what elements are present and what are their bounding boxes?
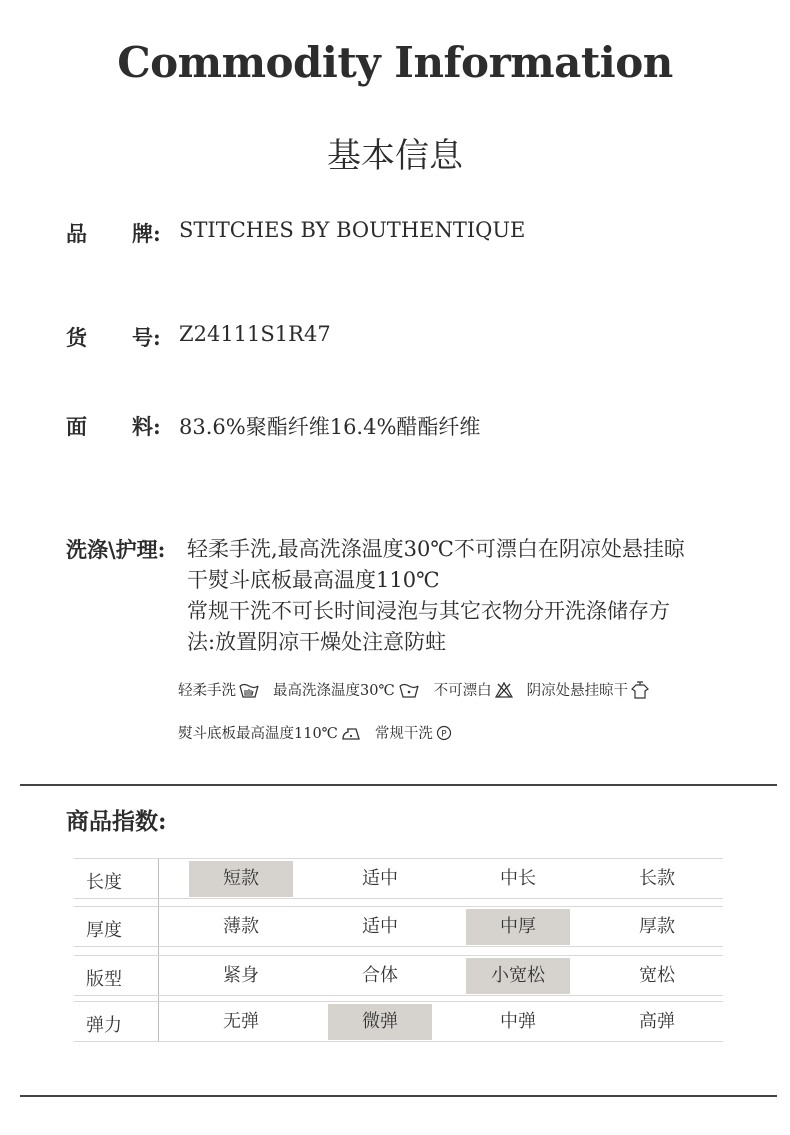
row-label: 版型 — [86, 969, 122, 990]
index-row-fit — [74, 955, 723, 995]
brand-value: STITCHES BY BOUTHENTIQUE — [179, 218, 526, 242]
care-symbol-item: 阴凉处悬挂晾干 — [527, 679, 650, 700]
care-label: 洗涤\护理: — [66, 537, 166, 562]
care-symbol-item: 常规干洗 P — [375, 722, 452, 743]
svg-text:P: P — [441, 729, 447, 739]
care-line: 轻柔手洗,最高洗涤温度30℃不可漂白在阴凉处悬挂晾 — [187, 537, 685, 561]
option-cell: 长款 — [639, 868, 675, 889]
no-bleach-icon — [495, 682, 513, 698]
option-cell: 适中 — [362, 868, 398, 889]
care-line: 常规干洗不可长时间浸泡与其它衣物分开洗涤储存方 — [187, 599, 670, 623]
sku-value: Z24111S1R47 — [179, 322, 331, 346]
section-divider — [20, 784, 777, 786]
care-line: 法:放置阴凉干燥处注意防蛀 — [187, 630, 447, 654]
option-cell: 薄款 — [223, 916, 259, 937]
section-divider-bottom — [20, 1095, 777, 1097]
option-cell: 适中 — [362, 916, 398, 937]
dry-clean-icon — [436, 725, 452, 741]
option-cell: 中弹 — [500, 1011, 536, 1032]
option-cell: 紧身 — [223, 965, 259, 986]
care-symbol-item: 轻柔手洗 — [178, 679, 259, 700]
index-title: 商品指数: — [66, 808, 167, 835]
index-row-thickness — [74, 906, 723, 946]
option-cell-selected: 短款 — [189, 861, 293, 897]
care-icons-row-2 — [178, 722, 466, 743]
option-cell: 宽松 — [639, 965, 675, 986]
row-label: 长度 — [86, 872, 122, 893]
care-symbol-item: 不可漂白 — [434, 679, 513, 700]
option-cell: 无弹 — [223, 1011, 259, 1032]
care-symbol-item: 最高洗涤温度30℃ — [273, 679, 420, 700]
option-cell: 高弹 — [639, 1011, 675, 1032]
fabric-value: 83.6%聚酯纤维16.4%醋酯纤维 — [179, 415, 481, 439]
wash-temp-icon — [398, 681, 420, 699]
option-cell: 厚款 — [639, 916, 675, 937]
option-cell-selected: 微弹 — [328, 1004, 432, 1040]
page-subtitle: 基本信息 — [327, 136, 463, 176]
iron-icon — [341, 725, 361, 741]
page-title: Commodity Information — [117, 38, 673, 87]
care-instructions — [187, 534, 685, 658]
option-cell: 中长 — [500, 868, 536, 889]
care-symbol-item: 熨斗底板最高温度110℃ — [178, 722, 361, 743]
row-label: 厚度 — [86, 920, 122, 941]
option-cell-selected: 中厚 — [466, 909, 570, 945]
row-label: 弹力 — [86, 1015, 122, 1036]
care-line: 干熨斗底板最高温度110℃ — [187, 568, 440, 592]
index-row-elasticity — [74, 1001, 723, 1041]
hand-wash-icon — [239, 681, 259, 699]
option-cell-selected: 小宽松 — [466, 958, 570, 994]
option-cell: 合体 — [362, 965, 398, 986]
index-row-length — [74, 858, 723, 898]
care-icons-row-1 — [178, 679, 663, 700]
hang-dry-icon — [631, 681, 649, 699]
